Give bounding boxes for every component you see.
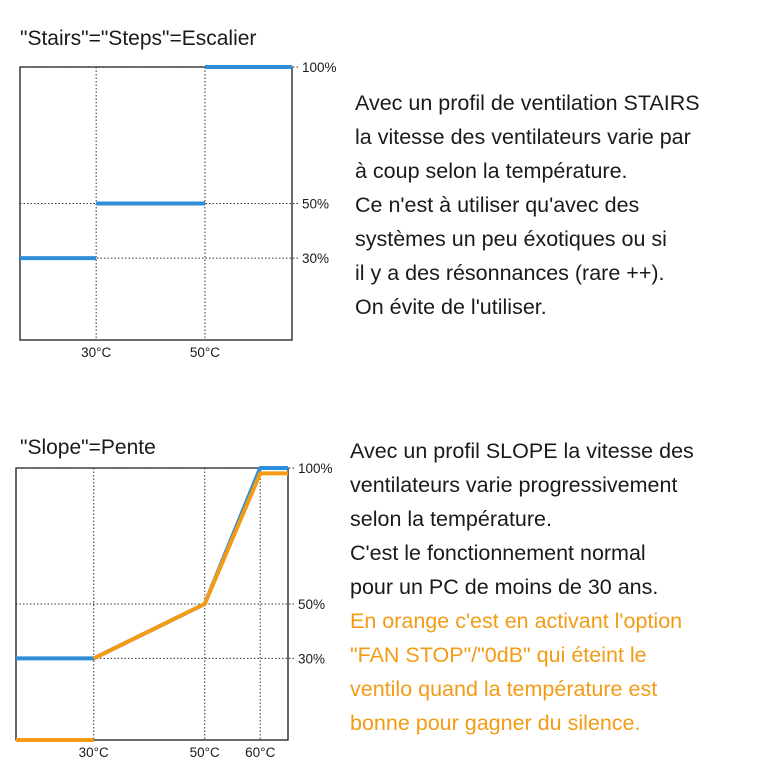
series-line-orange <box>94 473 288 658</box>
stairs-desc-line: la vitesse des ventilateurs varie par <box>355 125 691 149</box>
slope-desc-line: C'est le fonctionnement normal <box>350 541 646 565</box>
y-tick-label: 30% <box>302 251 330 267</box>
slope-description <box>350 434 694 740</box>
x-tick-label: 30°C <box>81 345 112 360</box>
slope-note-line: bonne pour gagner du silence. <box>350 711 641 735</box>
stairs-desc-line: Avec un profil de ventilation STAIRS <box>355 91 700 115</box>
slope-desc-line: Avec un profil SLOPE la vitesse des <box>350 439 694 463</box>
x-tick-label: 50°C <box>189 745 220 760</box>
stairs-desc-line: On évite de l'utiliser. <box>355 295 547 319</box>
stairs-desc-line: systèmes un peu éxotiques ou si <box>355 227 667 251</box>
y-tick-label: 50% <box>302 196 330 212</box>
slope-note-line: "FAN STOP"/"0dB" qui éteint le <box>350 643 647 667</box>
y-tick-label: 50% <box>298 597 326 612</box>
slope-desc-line: selon la température. <box>350 507 552 531</box>
stairs-chart-title: "Stairs"="Steps"=Escalier <box>20 27 257 50</box>
slope-note-line: En orange c'est en activant l'option <box>350 609 683 633</box>
stairs-desc-line: il y a des résonnances (rare ++). <box>355 261 665 285</box>
y-tick-label: 30% <box>298 651 326 667</box>
x-tick-label: 50°C <box>189 345 221 360</box>
y-tick-label: 100% <box>298 461 333 476</box>
slope-note-line: ventilo quand la température est <box>350 677 658 701</box>
x-tick-label: 60°C <box>245 745 276 760</box>
stairs-desc-line: Ce n'est à utiliser qu'avec des <box>355 193 640 217</box>
stairs-desc-line: à coup selon la température. <box>355 159 628 183</box>
slope-desc-line: pour un PC de moins de 30 ans. <box>350 575 659 599</box>
y-tick-label: 100% <box>302 60 337 75</box>
slope-chart-title: "Slope"=Pente <box>20 436 156 459</box>
x-tick-label: 30°C <box>78 745 109 760</box>
slope-desc-line: ventilateurs varie progressivement <box>350 473 678 497</box>
